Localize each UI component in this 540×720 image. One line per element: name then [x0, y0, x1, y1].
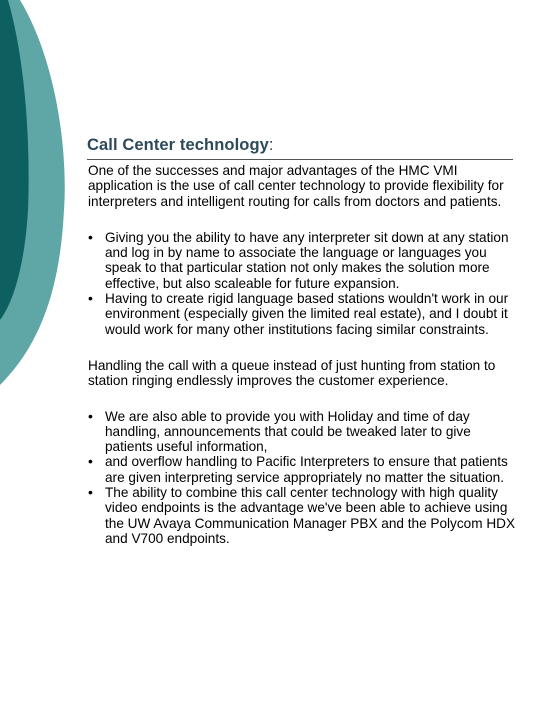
bullet-icon: •: [88, 484, 93, 501]
bullet-text: The ability to combine this call center technology with high quality video endpoints is the advantage we've been able to achieve using the UW Avaya Communication Manager PBX and the Polycom HDX and V700 endpoints.: [105, 485, 516, 546]
bullet-icon: •: [88, 453, 93, 470]
bullet-text: We are also able to provide you with Holiday and time of day handling, announcements that could be tweaked later to give patients useful information,: [105, 408, 471, 455]
decorative-side-graphic: [0, 0, 80, 400]
slide-body: [88, 163, 516, 546]
bullet-text: and overflow handling to Pacific Interpreters to ensure that patients are given interpreting service appropriately no matter the situation.: [105, 454, 508, 485]
bullet-icon: •: [88, 228, 93, 245]
bullet-icon: •: [88, 407, 93, 424]
slide-title: [87, 136, 274, 155]
bullet-item: [88, 485, 516, 546]
bullet-list-1: [88, 230, 516, 337]
bullet-icon: •: [88, 290, 93, 307]
bullet-item: [88, 291, 516, 337]
title-bar: [87, 135, 513, 160]
bullet-item: [88, 409, 516, 455]
bullet-text: Giving you the ability to have any interpreter sit down at any station and log in by name to associate the language or languages you speak to that particular station not only makes the solution more effective, but also scaleable for future expansion.: [105, 229, 509, 291]
intro-paragraph: One of the successes and major advantages of the HMC VMI application is the use of call center technology to provide flexibility for interpreters and intelligent routing for calls from doctors and patients.: [88, 163, 504, 209]
queue-paragraph: Handling the call with a queue instead of just hunting from station to station ringing endlessly improves the customer experience.: [88, 357, 496, 389]
slide-title-colon: :: [268, 136, 274, 154]
slide-title-text: Call Center technology: [87, 136, 269, 154]
bullet-item: [88, 454, 516, 485]
bullet-item: [88, 230, 516, 291]
bullet-text: Having to create rigid language based stations wouldn't work in our environment (especially given the limited real estate), and I doubt it would work for many other institutions facing similar constraints.: [105, 291, 509, 337]
bullet-list-2: [88, 409, 516, 547]
